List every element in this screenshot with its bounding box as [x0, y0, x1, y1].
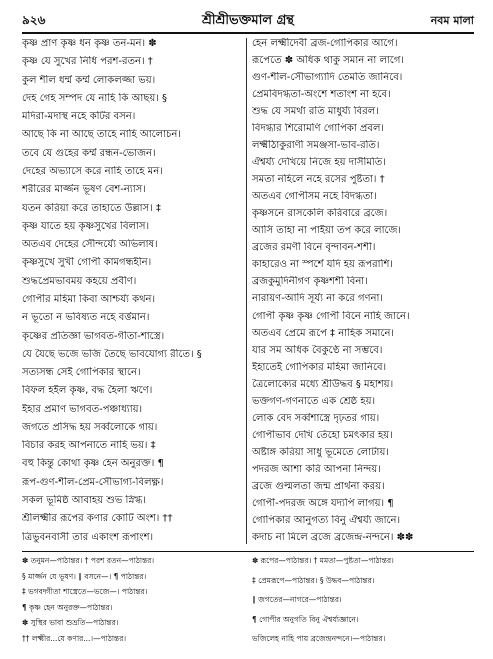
column-divider [246, 38, 247, 544]
verse-line: দেহের অভ্যাসে করে নাহি তাহে মন। [22, 165, 163, 177]
verse-line: কৃষ্ণ যে সুখের নিধি পরশ-রতন। † [22, 56, 153, 68]
verse-line: যে যৈছে ভজে ভজি তৈছে ভাবযোগ্য রীতে। § [22, 348, 202, 360]
verse-line: কাহারেও না স্পর্শে যদি হয় রূপরাশি। [252, 259, 393, 271]
verse-line: পদরজ আশা করি আপনা নিন্দয়। [252, 463, 381, 475]
verse-line: আছে কি না আছে তাহে নাহি আলোচন। [22, 129, 181, 141]
verse-line: বহু কিন্তু কোথা কৃষ্ণ হেন অনুরক্ত। ¶ [22, 458, 164, 470]
footnote-line: ∥ জগতের—নাগরে—পাঠান্তর। [252, 595, 342, 604]
verse-line: কুল শীল ধর্ম্ম কর্ম্ম লোকলজ্জা ভয়। [22, 74, 156, 86]
footnote-line: ¶ গোপীর অনুগতি বিনু ঐশ্বর্য্যজ্ঞানে। [252, 614, 359, 624]
verse-line: ন ভূতো ন ভবিষ্যত নহে বর্ত্তমান। [22, 312, 150, 324]
page-header [22, 10, 474, 34]
verse-line: যার সম অধিক বৈকুণ্ঠে না সম্ভবে। [252, 344, 383, 356]
verse-line: কৃষ্ণ যাতে হয় কৃষ্ণসুখের বিলাস। [22, 220, 150, 232]
verse-line: কদাচ না মিলে ব্রজে ব্রজেন্দ্র-নন্দনে। ✽✽ [252, 531, 414, 543]
footnote-line: †† লক্ষ্মীর...যে কণার...।—পাঠান্তর। [22, 633, 127, 643]
verse-line: জগতে প্রসিদ্ধ হয় সর্ব্বলোকে গায়। [22, 421, 158, 433]
verse-line: কৃষ্ণ প্রাণ কৃষ্ণ ধন কৃষ্ণ তন-মন। ✽ [22, 38, 157, 49]
footnote-line: ✽ তনুমন—পাঠান্তর। † পরশ রতন—পাঠান্তর। [22, 556, 155, 565]
page-number: ৯২৬ [22, 13, 46, 27]
footnote-line: ✽ রূপের—পাঠান্তর। † মমতা—পুষ্টতা—পাঠান্তর। [252, 556, 394, 565]
verse-line: শরীরের মার্জ্জন ভূষণ বেশ-ন্যাস। [22, 184, 146, 196]
verse-column-right [252, 38, 474, 544]
verse-line: তবে যে গুহের কর্ম্ম রন্ধন-ভোজন। [22, 147, 156, 159]
verse-line: ত্রিভুবনবাসী তার একাংশ রূপাংশ। [22, 531, 154, 543]
verse-line: ব্রজে গুল্মলতা জন্ম প্রার্থনা করয়। [252, 480, 385, 492]
verse-line: আসি তাহা না পাইয়া তপ করে লাজে। [252, 225, 402, 237]
verse-line: সকল ভূমিষ্ঠ আবাহয় শুভ স্নিগ্ধ। [22, 495, 146, 507]
verse-line: কৃষ্ণসনে রাসকেলি করিবারে ব্রজে। [252, 208, 388, 220]
verse-line: গোপী কৃষ্ণ কৃষ্ণ গোপী বিনে নাহি জানে। [252, 310, 410, 322]
verse-line: দেহ গেহ সম্পদ যে নাহি কি আছয়। § [22, 92, 167, 104]
verse-line: বিচার করহ আপনাতে নাহি ভয়। ‡ [22, 440, 156, 452]
verse-line: অষ্টাঙ্গ করিয়া সাধু ভূমেতে লোটায়। [252, 446, 389, 458]
verse-line: ত্রৈলোক্যের মধ্যে শ্রীউদ্ধব § মহাশয়। [252, 378, 394, 390]
book-title: শ্রীশ্রীভক্তমাল গ্রন্থ [202, 13, 294, 28]
verse-line: ব্রজকুমুদিনীগণ কৃষ্ণশশী বিনা। [252, 276, 368, 288]
verse-line: ঐশ্বর্য্য দেখিয়ে নিজে হয় দাসীমতি। [252, 157, 386, 169]
verse-column-left [22, 38, 240, 544]
verse-line: অতএব গোপীসম নহে বিদগ্ধতা। [252, 191, 377, 203]
verse-line: শ্রীলক্ষ্মীর রূপের কণার কোটি অংশ। †† [22, 513, 173, 525]
verse-line: মদিরা-মদাস্থ নহে কটির বসন। [22, 111, 136, 123]
verse-line: গোপীভাব দেখি তেঁহো চমৎকার হয়। [252, 429, 393, 441]
verse-line: ব্রজের রমণী বিনে বৃন্দাবন-শশী। [252, 242, 376, 254]
footnotes-left [22, 556, 240, 644]
footnote-line: ভজিলেহ নাহি পায় ব্রজেন্দ্রনন্দনে।—পাঠান্তর। [252, 634, 386, 643]
verse-line: সত্যসন্ধ সেই গোপিকার স্থানে। [22, 367, 141, 379]
verse-line: বিদগ্ধার শিরোমণি গোপিকা প্রবল। [252, 123, 384, 135]
verse-line: ভক্তগণ-গণনাতে এক শ্রেষ্ঠ হয়। [252, 395, 376, 407]
verse-line: গোপী-পদরজ অঙ্গে যদ্যপি লাগয়। ¶ [252, 497, 394, 509]
verse-line: লক্ষ্মীঠাকুরাণী সমঞ্জসা-ভাব-রতি। [252, 140, 380, 152]
footnote-line: § মার্জ্জন যে ভূষণ। ∥ বসনে—। ¶ পাঠান্তর। [22, 571, 147, 581]
verse-line: গুণ-শীল-সৌভাগ্যাদি তেমতি জানিবে। [252, 72, 403, 84]
verse-line: প্রেমবিদগ্ধতা-অংশে শতাংশ না হবে। [252, 89, 391, 101]
verse-line: বিফল হইল কৃষ্ণ, বদ্ধ হৈলা ঋণে। [22, 385, 153, 397]
footnotes-right [252, 556, 474, 644]
verse-line: গোপীর মহিমা কিবা আশ্চর্য্য কথন। [22, 293, 156, 305]
verse-line: কৃষ্ণের প্রতিজ্ঞা ভাগবত-গীতা-শাস্ত্রে। [22, 330, 165, 342]
footnote-line: ¶ কৃষ্ণ হেন অনুরক্ত—পাঠান্তর। [22, 602, 113, 612]
footnote-line: ✽ সুস্থির ভাবা শুভ্রতি—পাঠান্তর। [22, 618, 119, 628]
verse-line: রূপেতে ✽ অধিক থাকু সমান না লাগে। [252, 55, 404, 67]
footnote-rule [22, 551, 474, 552]
footnote-line: ‡ ভগবদ্গীতা শাস্ত্রেতে—ভজে—। পাঠান্তর। [22, 587, 148, 597]
verse-line: অতএব প্রেমে রূপে ‡ নাহিক সমানে। [252, 327, 395, 339]
verse-line: গোপিকার আনুগত্য বিনু ঐশ্বর্য্য জানে। [252, 514, 401, 526]
verse-line: ইহার প্রমাণ ভাগবত-পঞ্চাধ্যায়। [22, 403, 143, 415]
verse-line: সমতা নহিলে নহে রসের পুষ্টতা। † [252, 174, 385, 186]
verse-line: ইহাতেই গোপিকার মহিমা জানিবে। [252, 361, 387, 373]
section-label: নবম মালা [430, 14, 474, 27]
verse-line: শুদ্ধপ্রেমভাবময় কহয়ে প্রবীণ। [22, 275, 137, 287]
verse-line: হেন লক্ষ্মীদেবী ব্রজ-গোপিকার আগে। [252, 38, 398, 49]
verse-line: কৃষ্ণসুখে সুখী গোপী কামগন্ধহীন। [22, 257, 152, 269]
footnote-line: ‡ প্রেমরূপে—পাঠান্তর। § উদ্ধব—পাঠান্তর। [252, 575, 375, 585]
verse-line: অতএব দেহের সৌন্দর্য্যে অভিলাষ। [22, 239, 158, 251]
verse-line: নারায়ণ-আদি সূর্য্য না করে গণনা। [252, 293, 384, 305]
verse-line: লোক বেদ সর্ব্বশাস্ত্রে দৃঢ়তর গায়। [252, 412, 380, 424]
verse-line: শুদ্ধ যে সমর্থা রতি মাধুর্য্য বিরল। [252, 106, 379, 118]
verse-line: রূপ-গুণ-শীল-প্রেম-সৌভাগ্য-বিলক্ষ্ণ। [22, 476, 164, 488]
verse-line: যতন করিয়া করে তাহাতে উল্লাস। ‡ [22, 202, 161, 214]
